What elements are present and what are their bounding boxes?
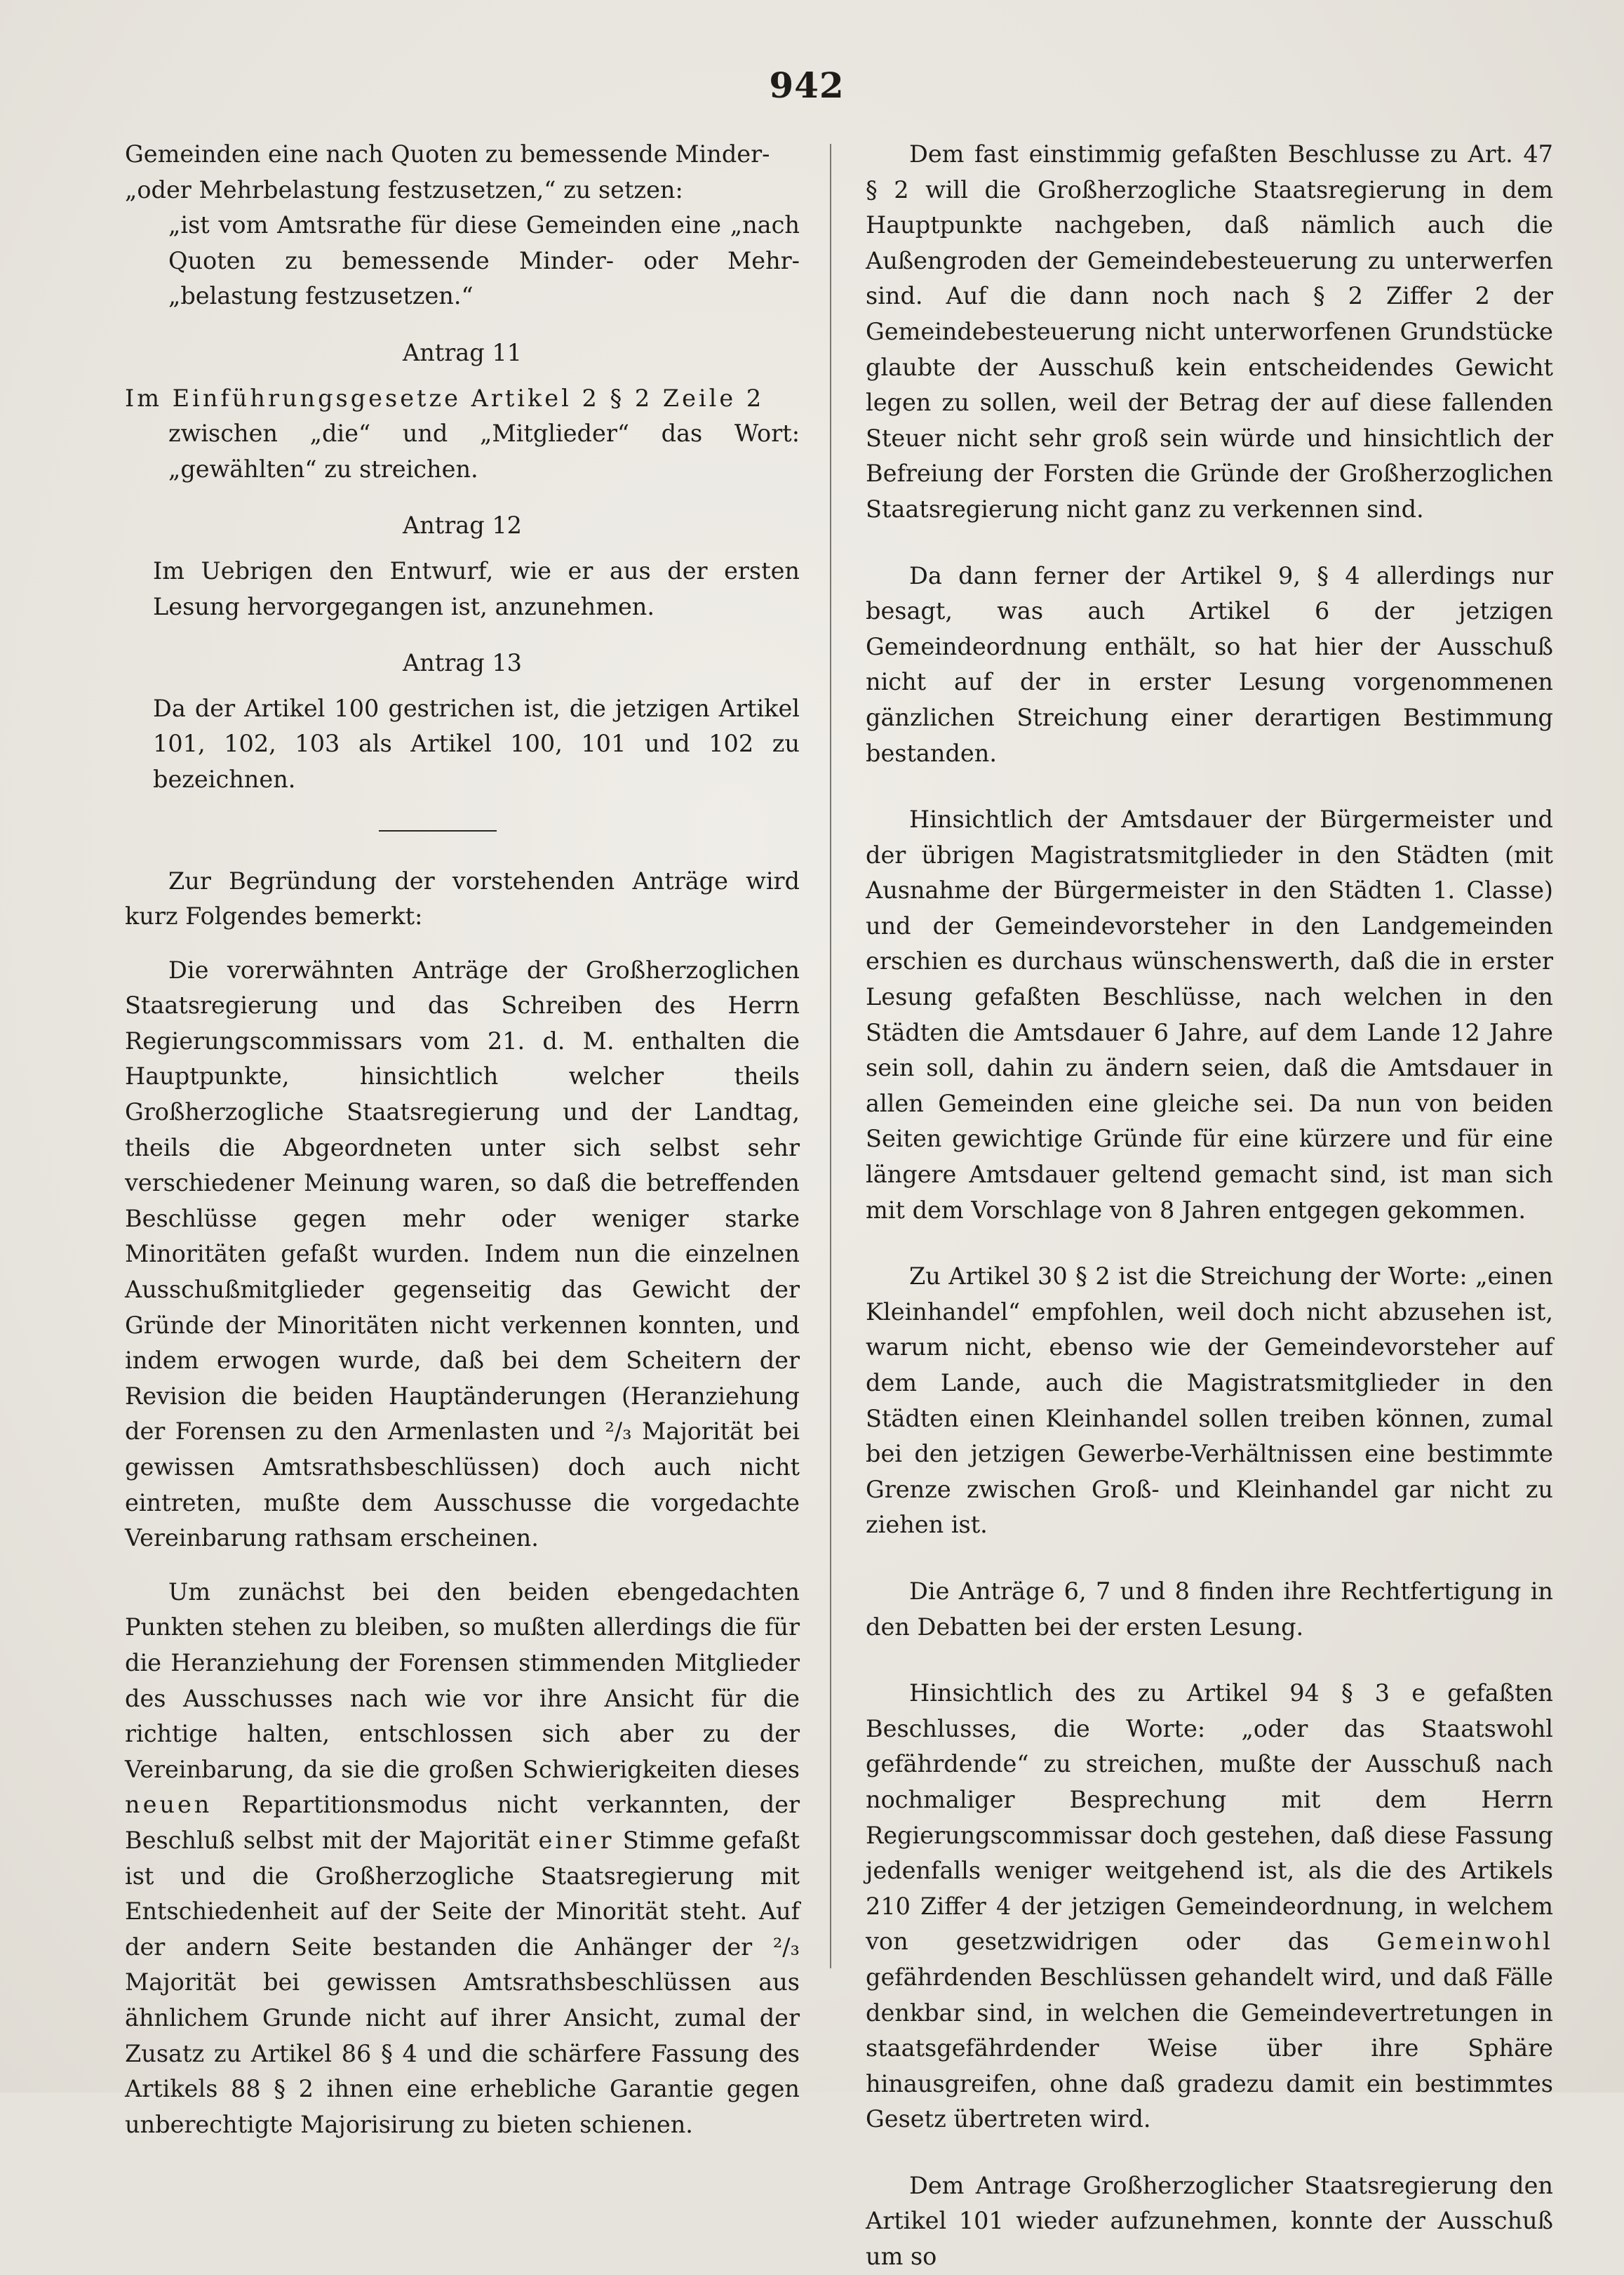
- emphasized-word: neuen: [125, 1791, 213, 1819]
- paragraph: [125, 1575, 800, 2143]
- antrag-12-heading: Antrag 12: [403, 512, 522, 540]
- antrag-12-text: Im Uebrigen den Entwurf, wie er aus der ersten Lesung hervorgegangen ist, anzunehmen.: [153, 556, 800, 620]
- paragraph: Dem Antrage Großherzoglicher Staatsregierung den Artikel 101 wieder aufzunehmen, konnte der Ausschuß um so: [866, 2171, 1553, 2271]
- quoted-amendment: „ist vom Amtsrathe für diese Gemeinden eine „nach Quoten zu bemessende Minder- oder Mehr- „belastung festzusetzen.“: [168, 211, 800, 310]
- left-column: [125, 137, 800, 2142]
- paragraph-text: gefährdenden Beschlüssen gehandelt wird, und daß Fälle denkbar sind, in welchen die Gemeindevertretungen in staatsgefährdender Weise über ihre Sphäre hinausgreifen, ohne daß gradezu damit ein bestimmtes Gesetz übertreten wird.: [866, 1963, 1553, 2133]
- paragraph: Die vorerwähnten Anträge der Großherzoglichen Staatsregierung und das Schreiben des Herrn Regierungscommissars vom 21. d. M. enthalten die Hauptpunkte, hinsichtlich welcher theils Großherzogliche Staatsregierung und der Landtag, theils die Abgeordneten unter sich selbst sehr verschiedener Meinung waren, so daß die betreffenden Beschlüsse gegen mehr oder weniger starke Minoritäten gefaßt wurden. Indem nun die einzelnen Ausschußmitglieder gegenseitig das Gewicht der Gründe der Minoritäten nicht verkennen konnten, und indem erwogen wurde, daß bei dem Scheitern der Revision die beiden Hauptänderungen (Heranziehung der Forensen zu den Armenlasten und ²/₃ Majorität bei gewissen Amtsrathsbeschlüssen) doch auch nicht eintreten, mußte dem Ausschusse die vorgedachte Vereinbarung rathsam erscheinen.: [125, 956, 800, 1552]
- emphasized-word: Gemeinwohl: [1376, 1928, 1553, 1956]
- antrag-13-text: Da der Artikel 100 gestrichen ist, die jetzigen Artikel 101, 102, 103 als Artikel 100, 101 und 102 zu bezeichnen.: [153, 694, 800, 793]
- paragraph: Dem fast einstimmig gefaßten Beschlusse zu Art. 47 § 2 will die Großherzogliche Staatsregierung in dem Hauptpunkte nachgeben, daß nämlich auch die Außengroden der Gemeindebesteuerung zu unterwerfen sind. Auf die dann noch nach § 2 Ziffer 2 der Gemeindebesteuerung nicht unterworfenen Grundstücke glaubte der Ausschuß kein entscheidendes Gewicht legen zu sollen, weil der Betrag der auf diese fallenden Steuer nicht sehr groß sein würde und hinsichtlich der Befreiung der Forsten die Gründe der Großherzoglichen Staatsregierung nicht ganz zu verkennen sind.: [866, 140, 1553, 523]
- paragraph-text: Stimme gefaßt ist und die Großherzogliche Staatsregierung mit Entschiedenheit auf der Seite der Minorität steht. Auf der andern Seite bestanden die Anhänger der ²/₃ Majorität bei gewissen Amtsrathsbeschlüssen aus ähnlichem Grunde nicht auf ihrer Ansicht, zumal der Zusatz zu Artikel 86 § 4 und die schärfere Fassung des Artikels 88 § 2 ihnen eine erhebliche Garantie gegen unberechtigte Majorisirung zu bieten schienen.: [125, 1826, 800, 2138]
- paragraph: [866, 1676, 1553, 2137]
- antrag-13-heading: Antrag 13: [403, 649, 522, 677]
- paragraph: Da dann ferner der Artikel 9, § 4 allerdings nur besagt, was auch Artikel 6 der jetzigen Gemeindeordnung enthält, so hat hier der Ausschuß nicht auf der in erster Lesung vorgenommenen gänzlichen Streichung einer derartigen Bestimmung bestanden.: [866, 561, 1553, 767]
- page-number: 942: [769, 65, 845, 106]
- paragraph: Die Anträge 6, 7 und 8 finden ihre Rechtfertigung in den Debatten bei der ersten Lesung.: [866, 1577, 1553, 1641]
- emphasized-word: einer: [538, 1826, 615, 1854]
- paragraph-text: Hinsichtlich des zu Artikel 94 § 3 e gefaßten Beschlusses, die Worte: „oder das Staatswohl gefährdende“ zu streichen, mußte der Ausschuß nach nochmaliger Besprechung mit dem Herrn Regierungscommissar doch gestehen, daß diese Fassung jedenfalls weniger weitgehend ist, als die des Artikels 210 Ziffer 4 der jetzigen Gemeindeordnung, in welchem von gesetzwidrigen oder das: [866, 1679, 1553, 1956]
- column-divider: [830, 144, 831, 1968]
- antrag-11-heading: Antrag 11: [403, 338, 522, 366]
- paragraph: Zur Begründung der vorstehenden Anträge wird kurz Folgendes bemerkt:: [125, 867, 800, 930]
- antrag-11-text: zwischen „die“ und „Mitglieder“ das Wort: „gewählten“ zu streichen.: [168, 420, 800, 483]
- intro-line: Gemeinden eine nach Quoten zu bemessende Minder-: [125, 140, 770, 168]
- paragraph-text: Um zunächst bei den beiden ebengedachten Punkten stehen zu bleiben, so mußten allerdings die für die Heranziehung der Forensen stimmenden Mitglieder des Ausschusses nach wie vor ihre Ansicht für die richtige halten, entschlossen sich aber zu der Vereinbarung, da sie die großen Schwierigkeiten dieses: [125, 1577, 800, 1783]
- paragraph: Zu Artikel 30 § 2 ist die Streichung der Worte: „einen Kleinhandel“ empfohlen, weil doch nicht abzusehen ist, warum nicht, ebenso wie der Gemeindevorsteher auf dem Lande, auch die Magistratsmitglieder in den Städten einen Kleinhandel sollen treiben können, zumal bei den jetzigen Gewerbe-Verhältnissen eine bestimmte Grenze zwischen Groß- und Kleinhandel gar nicht zu ziehen ist.: [866, 1262, 1553, 1539]
- paragraph-text: Repartitionsmodus nicht verkannten, der Beschluß selbst mit der Majorität: [125, 1791, 800, 1854]
- section-rule: [379, 830, 497, 832]
- right-column: [866, 137, 1553, 2275]
- antrag-11-lead: Im Einführungsgesetze Artikel 2 § 2 Zeile 2: [125, 384, 765, 412]
- intro-line: „oder Mehrbelastung festzusetzen,“ zu setzen:: [125, 175, 683, 204]
- paragraph: Hinsichtlich der Amtsdauer der Bürgermeister und der übrigen Magistratsmitglieder in den Städten (mit Ausnahme der Bürgermeister in den Städten 1. Classe) und der Gemeindevorsteher in den Landgemeinden erschien es durchaus wünschenswerth, daß die in erster Lesung gefaßten Beschlüsse, nach welchen in den Städten die Amtsdauer 6 Jahre, auf dem Lande 12 Jahre sein soll, dahin zu ändern seien, daß die Amtsdauer in allen Gemeinden eine gleiche sei. Da nun von beiden Seiten gewichtige Gründe für eine kürzere und für eine längere Amtsdauer geltend gemacht sind, ist man sich mit dem Vorschlage von 8 Jahren entgegen gekommen.: [866, 806, 1553, 1224]
